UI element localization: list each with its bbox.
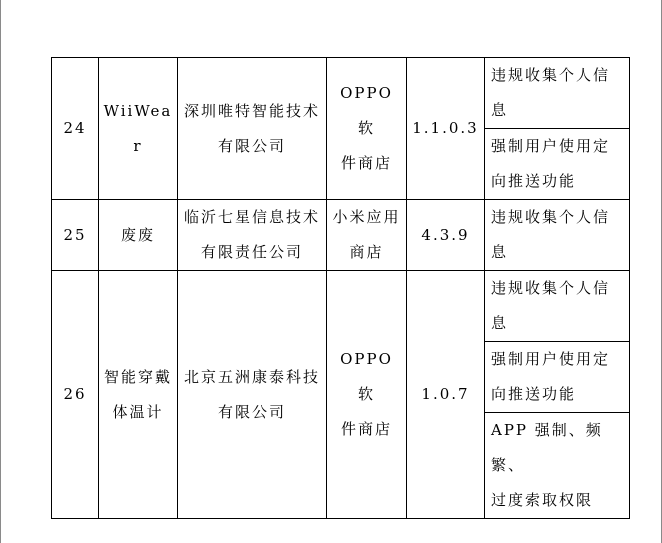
violation-cell: 违规收集个人信 息	[485, 58, 630, 129]
app-store-cell: OPPO 软 件商店	[327, 271, 407, 519]
version-cell: 1.1.0.3	[407, 58, 485, 200]
developer-cell: 深圳唯特智能技术 有限公司	[178, 58, 327, 200]
table-row	[52, 200, 630, 271]
table-row	[52, 58, 630, 129]
version-cell: 1.0.7	[407, 271, 485, 519]
app-name-cell: 智能穿戴 体温计	[99, 271, 178, 519]
violation-cell: 强制用户使用定 向推送功能	[485, 342, 630, 413]
app-store-cell: 小米应用 商店	[327, 200, 407, 271]
developer-cell: 临沂七星信息技术 有限责任公司	[178, 200, 327, 271]
violation-cell: 强制用户使用定 向推送功能	[485, 129, 630, 200]
violation-table	[51, 57, 630, 519]
violation-cell: 违规收集个人信 息	[485, 200, 630, 271]
developer-cell: 北京五洲康泰科技 有限公司	[178, 271, 327, 519]
app-store-cell: OPPO 软 件商店	[327, 58, 407, 200]
app-name-cell: 废废	[99, 200, 178, 271]
version-cell: 4.3.9	[407, 200, 485, 271]
table-row	[52, 271, 630, 342]
app-name-cell: WiiWear	[99, 58, 178, 200]
index-cell: 25	[52, 200, 99, 271]
violation-cell: APP 强制、频繁、 过度索取权限	[485, 413, 630, 519]
index-cell: 26	[52, 271, 99, 519]
index-cell: 24	[52, 58, 99, 200]
page-edge-left	[0, 0, 1, 543]
violation-cell: 违规收集个人信 息	[485, 271, 630, 342]
